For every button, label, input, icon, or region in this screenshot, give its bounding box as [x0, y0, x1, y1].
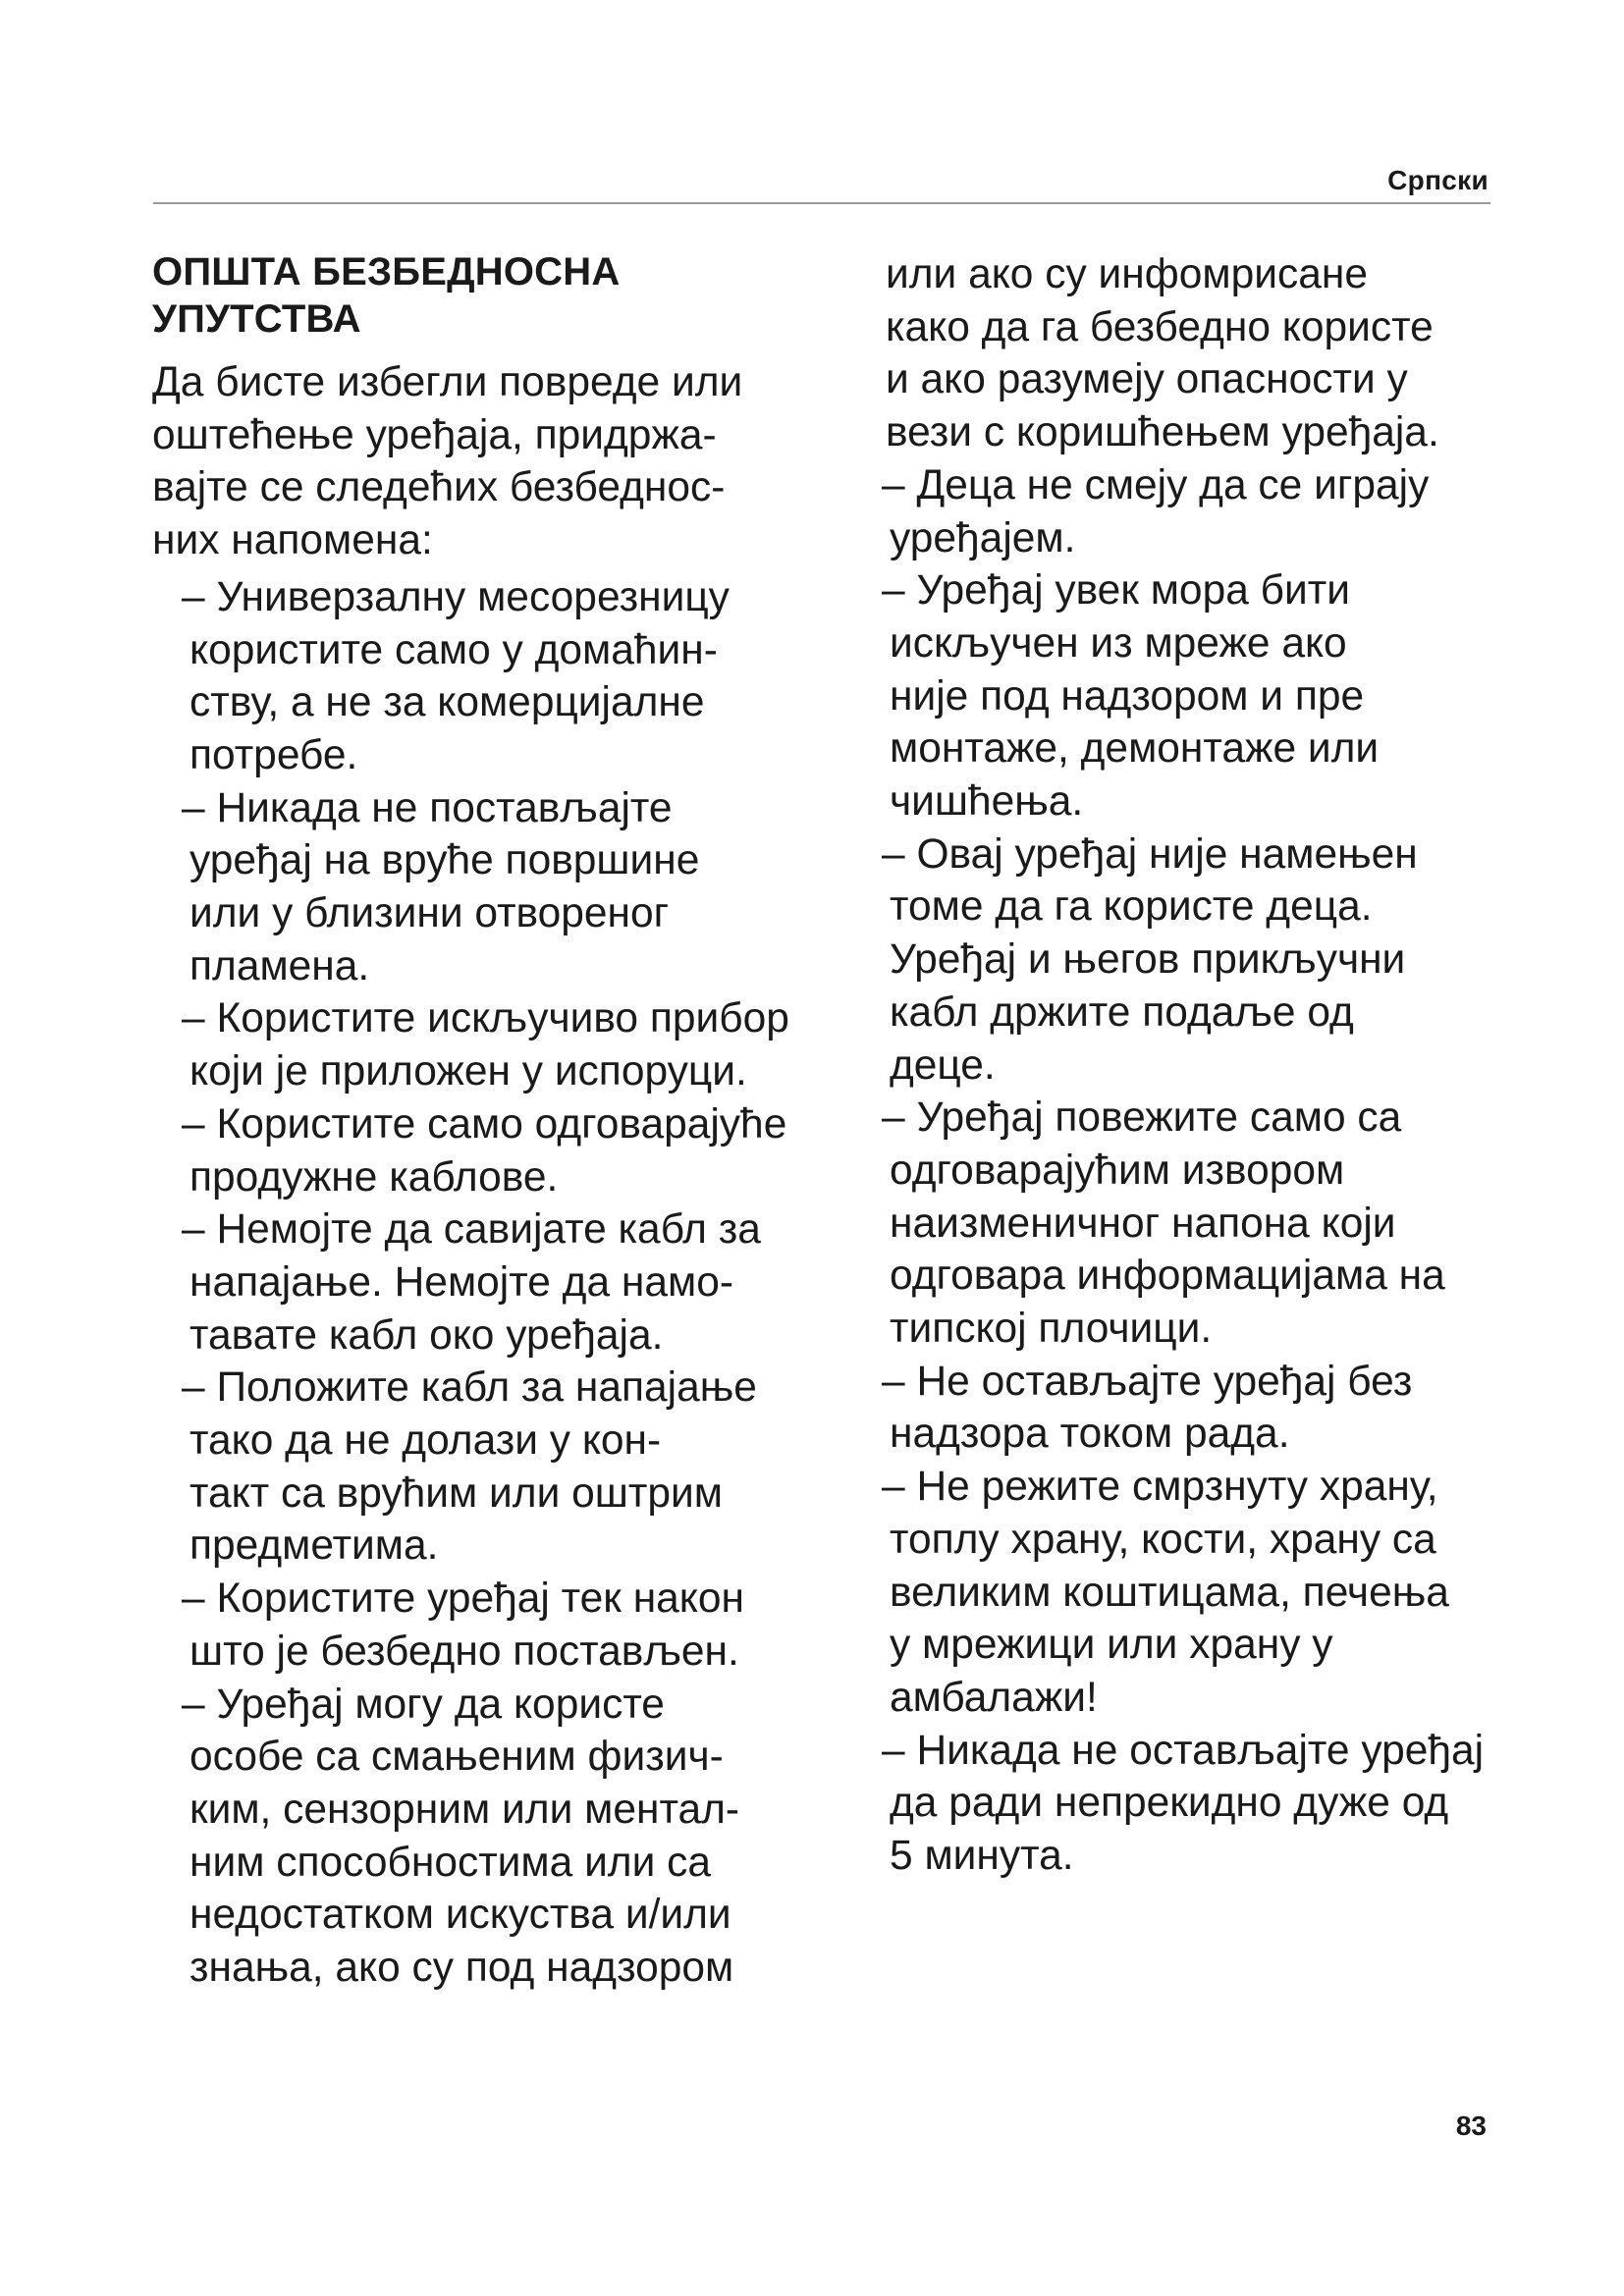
right-bullet-list [882, 459, 1573, 1883]
instruction-line: особе са смањеним физич- [189, 1734, 724, 1781]
instruction-line: напајање. Немојте да намо- [189, 1258, 734, 1306]
instruction-line: – Никада не остављајте уређај [882, 1727, 1485, 1774]
instruction-line: монтаже, демонтаже или [890, 725, 1380, 773]
instruction-line: у мрежици или храну у [890, 1622, 1333, 1669]
instruction-line: што је безбедно постављен. [189, 1628, 739, 1675]
instruction-line: уређајем. [890, 514, 1076, 561]
safety-instruction [182, 571, 839, 782]
instruction-line: ким, сензорним или ментал- [189, 1786, 740, 1833]
instruction-line: тавате кабл око уређаја. [189, 1311, 664, 1359]
heading-line: УПУТСТВА [152, 297, 361, 341]
instruction-line: – Универзалну месорезницу [182, 573, 730, 620]
heading-line: ОПШТА БЕЗБЕДНОСНА [152, 250, 621, 294]
safety-instruction [882, 1725, 1573, 1883]
instruction-line: – Уређај могу да користе [182, 1681, 665, 1728]
instruction-line: Уређај и његов прикључни [890, 936, 1406, 984]
instruction-line: – Овај уређај није намењен [882, 830, 1418, 878]
safety-instruction [182, 1679, 839, 1995]
instruction-line: недостатком искуства и/или [189, 1892, 731, 1939]
instruction-line: – Користите уређај тек након [182, 1575, 744, 1623]
instruction-line: тако да не долази у кон- [189, 1417, 662, 1465]
safety-instruction [882, 1356, 1573, 1461]
safety-instruction [882, 828, 1573, 1093]
instruction-line: – Не режите смрзнуту храну, [882, 1464, 1438, 1511]
instruction-line: уређај на вруће површине [189, 837, 700, 884]
instruction-line: типској плочици. [890, 1306, 1213, 1353]
instruction-line: користите само у домаћин- [189, 626, 718, 673]
safety-instruction [882, 459, 1573, 564]
safety-instruction [882, 1461, 1573, 1725]
instruction-line: одговара информацијама на [890, 1253, 1445, 1300]
safety-instruction [182, 1573, 839, 1678]
instruction-line: – Користите само одговарајуће [182, 1100, 787, 1148]
instruction-line: потребе. [189, 731, 358, 778]
page-number: 83 [1455, 2110, 1487, 2141]
instruction-line: – Не остављајте уређај без [882, 1358, 1413, 1405]
instruction-line: такт са врућим или оштрим [189, 1469, 723, 1517]
instruction-line: пламена. [189, 942, 370, 989]
language-label: Српски [1387, 165, 1489, 195]
instruction-line: одговарајућим извором [890, 1147, 1345, 1194]
intro-line: вајте се следећих безбеднос- [152, 464, 726, 511]
instruction-line: како да га безбедно користе [886, 303, 1434, 350]
safety-instruction [182, 992, 839, 1097]
intro-line: Да бисте избегли повреде или [152, 359, 743, 405]
instruction-line: томе да га користе деца. [890, 883, 1373, 931]
safety-instruction [182, 782, 839, 993]
instruction-line: није под надзором и пре [890, 672, 1365, 720]
instruction-line: ству, а не за комерцијалне [189, 679, 705, 726]
section-heading [152, 248, 839, 343]
left-column [152, 248, 839, 1995]
safety-instruction [882, 564, 1573, 828]
safety-instruction [182, 1203, 839, 1362]
intro-line: них напомена: [152, 517, 433, 564]
instruction-line: који је приложен у испоруци. [189, 1048, 747, 1095]
header-divider [153, 202, 1490, 204]
instruction-line: – Уређај увек мора бити [882, 567, 1350, 614]
continued-instruction [886, 248, 1573, 459]
instruction-line: – Користите искључиво прибор [182, 995, 789, 1042]
safety-instruction [882, 1092, 1573, 1356]
intro-line: оштећење уређаја, придржа- [152, 411, 717, 458]
instruction-line: амбалажи! [890, 1674, 1098, 1721]
instruction-line: кабл држите подаље од [890, 988, 1354, 1036]
instruction-line: надзора током рада. [890, 1411, 1290, 1458]
instruction-line: великим коштицама, печења [890, 1569, 1449, 1616]
intro-paragraph [152, 356, 839, 567]
instruction-line: ним способностима или са [189, 1839, 712, 1886]
instruction-line: наизменичног напона који [890, 1200, 1396, 1247]
instruction-line: да ради непрекидно дуже од [890, 1780, 1449, 1827]
safety-instruction [182, 1098, 839, 1203]
instruction-line: – Немојте да савијате кабл за [182, 1206, 761, 1254]
instruction-line: продужне каблове. [189, 1153, 559, 1201]
instruction-line: знања, ако су под надзором [189, 1945, 734, 1992]
left-bullet-list [152, 571, 839, 1995]
safety-instruction [182, 1362, 839, 1573]
instruction-line: – Положите кабл за напајање [182, 1364, 757, 1412]
instruction-line: – Уређај повежите само са [882, 1095, 1402, 1142]
instruction-line: искључен из мреже ако [890, 619, 1347, 667]
instruction-line: – Деца не смеју да се играју [882, 461, 1430, 508]
instruction-line: предметима. [189, 1522, 439, 1570]
instruction-line: деце. [890, 1041, 996, 1089]
instruction-line: или у близини отвореног [189, 890, 670, 937]
instruction-line: – Никада не постављајте [182, 784, 673, 831]
right-column [882, 248, 1573, 1883]
instruction-line: 5 минута. [890, 1833, 1074, 1880]
instruction-line: и ако разумеју опасности у [886, 356, 1408, 403]
instruction-line: чишћења. [890, 778, 1084, 826]
instruction-line: вези с коришћењем уређаја. [886, 409, 1439, 456]
instruction-line: топлу храну, кости, храну са [890, 1516, 1436, 1563]
instruction-line: или ако су инфомрисане [886, 251, 1368, 297]
